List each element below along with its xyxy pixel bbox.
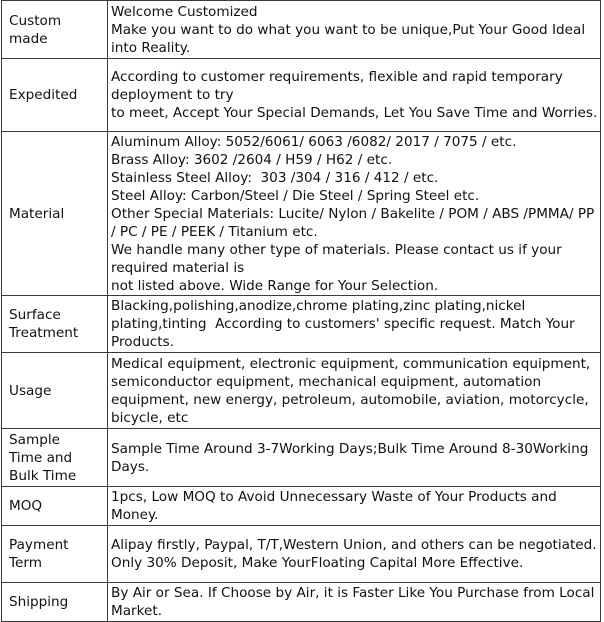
row-value-line: Steel Alloy: Carbon/Steel / Die Steel / Spring Steel etc. xyxy=(111,187,480,204)
row-value xyxy=(108,132,601,296)
row-value-line: Sample Time Around 3-7Working Days;Bulk Time Around 8-30Working Days. xyxy=(111,440,593,475)
row-label-line: made xyxy=(9,30,48,47)
row-value-line: not listed above. Wide Range for Your Selection. xyxy=(111,277,439,294)
row-value-line: Aluminum Alloy: 5052/6061/ 6063 /6082/ 2017 / 7075 / etc. xyxy=(111,133,517,150)
row-label-line: Payment xyxy=(9,537,69,553)
row-value-line: Brass Alloy: 3602 /2604 / H59 / H62 / etc. xyxy=(111,151,393,168)
row-value-line: Blacking,polishing,anodize,chrome plating,zinc plating,nickel plating,tinting According to customers' specific request. Match Your Products. xyxy=(111,298,580,350)
table-row-surface-treatment xyxy=(2,296,601,353)
row-label xyxy=(2,526,108,583)
table-row-usage xyxy=(2,353,601,429)
row-value xyxy=(108,429,601,487)
row-value xyxy=(108,487,601,526)
row-label xyxy=(2,1,108,59)
row-label-line: Sample xyxy=(9,431,60,448)
row-value-line: 1pcs, Low MOQ to Avoid Unnecessary Waste of Your Products and Money. xyxy=(111,489,562,523)
table-row-expedited xyxy=(2,59,601,132)
row-value xyxy=(108,526,601,583)
row-value-line: Other Special Materials: Lucite/ Nylon / Bakelite / POM / ABS /PMMA/ PP / PC / PE / PEEK / Titanium etc. xyxy=(111,205,599,240)
row-label-line: Shipping xyxy=(9,594,69,610)
row-label-line: Expedited xyxy=(9,87,78,103)
row-value-line: We handle many other type of materials. Please contact us if your required material is xyxy=(111,241,567,276)
row-label-line: MOQ xyxy=(9,498,43,514)
row-label xyxy=(2,487,108,526)
row-value-line: Make you want to do what you want to be unique,Put Your Good Ideal into Reality. xyxy=(111,21,590,56)
row-value-line: Medical equipment, electronic equipment, communication equipment, semiconductor equipment, mechanical equipment, automation equipment, new energy, petroleum, automobile, aviation, motorcycle, bicycle, etc xyxy=(111,355,595,426)
row-label xyxy=(2,353,108,429)
table-row-custom-made xyxy=(2,1,601,59)
row-label xyxy=(2,296,108,353)
row-label-line: Time and xyxy=(9,449,73,466)
table-row-moq xyxy=(2,487,601,526)
row-label-line: Treatment xyxy=(9,325,79,341)
row-value xyxy=(108,59,601,132)
row-value xyxy=(108,353,601,429)
row-value-line: Stainless Steel Alloy: 303 /304 / 316 / 412 / etc. xyxy=(111,169,439,186)
row-value-line: Welcome Customized xyxy=(111,3,258,20)
table-row-payment-term xyxy=(2,526,601,583)
row-value xyxy=(108,296,601,353)
row-label xyxy=(2,429,108,487)
row-label xyxy=(2,59,108,132)
row-label xyxy=(2,132,108,296)
row-label-line: Material xyxy=(9,205,65,222)
row-value-line: According to customer requirements, flexible and rapid temporary deployment to try xyxy=(111,69,568,103)
row-value-line: By Air or Sea. If Choose by Air, it is Faster Like You Purchase from Local Market. xyxy=(111,585,599,619)
table-row-material xyxy=(2,132,601,296)
row-label-line: Surface xyxy=(9,307,61,323)
row-label-line: Term xyxy=(9,555,42,571)
row-label-line: Bulk Time xyxy=(9,467,77,484)
row-value-line: Alipay firstly, Paypal, T/T,Western Union, and others can be negotiated. Only 30% Deposit, Make YourFloating Capital More Effective. xyxy=(111,537,601,571)
row-label-line: Usage xyxy=(9,382,52,399)
spec-table xyxy=(1,0,601,622)
row-label-line: Custom xyxy=(9,12,62,29)
row-value-line: to meet, Accept Your Special Demands, Let You Save Time and Worries. xyxy=(111,105,598,121)
row-value xyxy=(108,1,601,59)
table-row-sample-time xyxy=(2,429,601,487)
